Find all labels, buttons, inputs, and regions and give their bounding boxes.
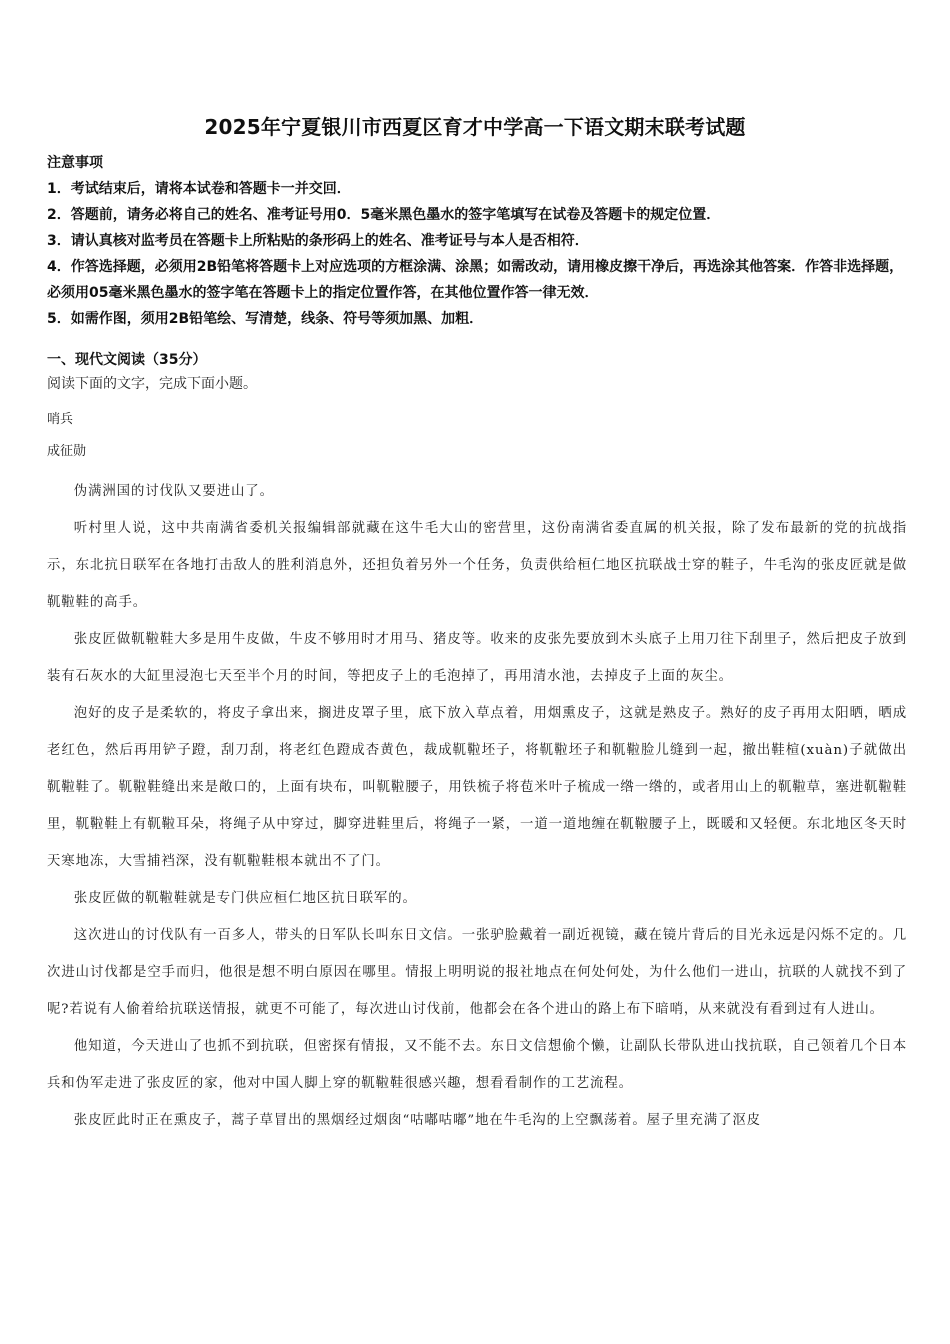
story-author: 成征勋	[47, 444, 87, 459]
notice-heading: 注意事项	[47, 155, 103, 171]
story-paragraph: 听村里人说，这中共南满省委机关报编辑部就藏在这牛毛大山的密营里，这份南满省委直属的机关报，除了发布最新的党的抗战指示，东北抗日联军在各地打击敌人的胜利消息外，还担负着另外一个任务，负责供给桓仁地区抗联战士穿的鞋子，牛毛沟的张皮匠就是做靰鞡鞋的高手。	[47, 521, 907, 610]
page-title: 2025年宁夏银川市西夏区育才中学高一下语文期末联考试题	[204, 115, 746, 139]
story-paragraph: 张皮匠做靰鞡鞋大多是用牛皮做，牛皮不够用时才用马、猪皮等。收来的皮张先要放到木头底子上用刀往下刮里子，然后把皮子放到装有石灰水的大缸里浸泡七天至半个月的时间，等把皮子上的毛泡掉了，再用清水池，去掉皮子上面的灰尘。	[47, 632, 907, 684]
notice-item: 2．答题前，请务必将自己的姓名、准考证号用0．5毫米黑色墨水的签字笔填写在试卷及答题卡的规定位置．	[47, 207, 721, 223]
notice-item: 1．考试结束后，请将本试卷和答题卡一并交回．	[47, 181, 351, 197]
story-body	[47, 473, 907, 1139]
section-title: 一、现代文阅读（35分）	[47, 352, 207, 368]
notice-item: 5．如需作图，须用2B铅笔绘、写清楚，线条、符号等须加黑、加粗．	[47, 311, 484, 327]
story-title: 哨兵	[47, 412, 74, 427]
story-paragraph: 这次进山的讨伐队有一百多人，带头的日军队长叫东日文信。一张驴脸戴着一副近视镜，藏在镜片背后的目光永远是闪烁不定的。几次进山讨伐都是空手而归，他很是想不明白原因在哪里。情报上明明说的报社地点在何处何处，为什么他们一进山，抗联的人就找不到了呢?若说有人偷着给抗联送情报，就更不可能了，每次进山讨伐前，他都会在各个进山的路上布下暗哨，从来就没有看到过有人进山。	[47, 928, 907, 1017]
story-paragraph: 张皮匠做的靰鞡鞋就是专门供应桓仁地区抗日联军的。	[73, 891, 417, 906]
section-reading	[47, 348, 907, 396]
notice-block	[47, 150, 907, 332]
story-paragraph: 他知道，今天进山了也抓不到抗联，但密探有情报，又不能不去。东日文信想偷个懒，让副队长带队进山找抗联，自己领着几个日本兵和伪军走进了张皮匠的家，他对中国人脚上穿的靰鞡鞋很感兴趣，想看看制作的工艺流程。	[47, 1039, 907, 1091]
notice-item: 4．作答选择题，必须用2B铅笔将答题卡上对应选项的方框涂满、涂黑；如需改动，请用橡皮擦干净后，再选涂其他答案．作答非选择题，必须用05毫米黑色墨水的签字笔在答题卡上的指定位置作答，在其他位置作答一律无效．	[47, 259, 904, 301]
story-paragraph: 伪满洲国的讨伐队又要进山了。	[73, 484, 274, 499]
story-paragraph: 泡好的皮子是柔软的，将皮子拿出来，搁进皮罩子里，底下放入草点着，用烟熏皮子，这就是熟皮子。熟好的皮子再用太阳晒，晒成老红色，然后再用铲子蹬，刮刀刮，将老红色蹬成杏黄色，裁成靰鞡坯子，将靰鞡坯子和靰鞡脸儿缝到一起，撤出鞋楦(xuàn)子就做出靰鞡鞋了。靰鞡鞋缝出来是敞口的，上面有块布，叫靰鞡腰子，用铁梳子将苞米叶子梳成一绺一绺的，或者用山上的靰鞡草，塞进靰鞡鞋里，靰鞡鞋上有靰鞡耳朵，将绳子从中穿过，脚穿进鞋里后，将绳子一紧，一道一道地缠在靰鞡腰子上，既暖和又轻便。东北地区冬天时天寒地冻，大雪捕裆深，没有靰鞡鞋根本就出不了门。	[47, 706, 907, 869]
notice-item: 3．请认真核对监考员在答题卡上所粘贴的条形码上的姓名、准考证号与本人是否相符．	[47, 233, 589, 249]
story-paragraph: 张皮匠此时正在熏皮子，蒿子草冒出的黑烟经过烟囱“咕嘟咕嘟”地在牛毛沟的上空飘荡着。屋子里充满了沤皮	[73, 1113, 761, 1128]
section-instruction: 阅读下面的文字，完成下面小题。	[47, 376, 257, 392]
